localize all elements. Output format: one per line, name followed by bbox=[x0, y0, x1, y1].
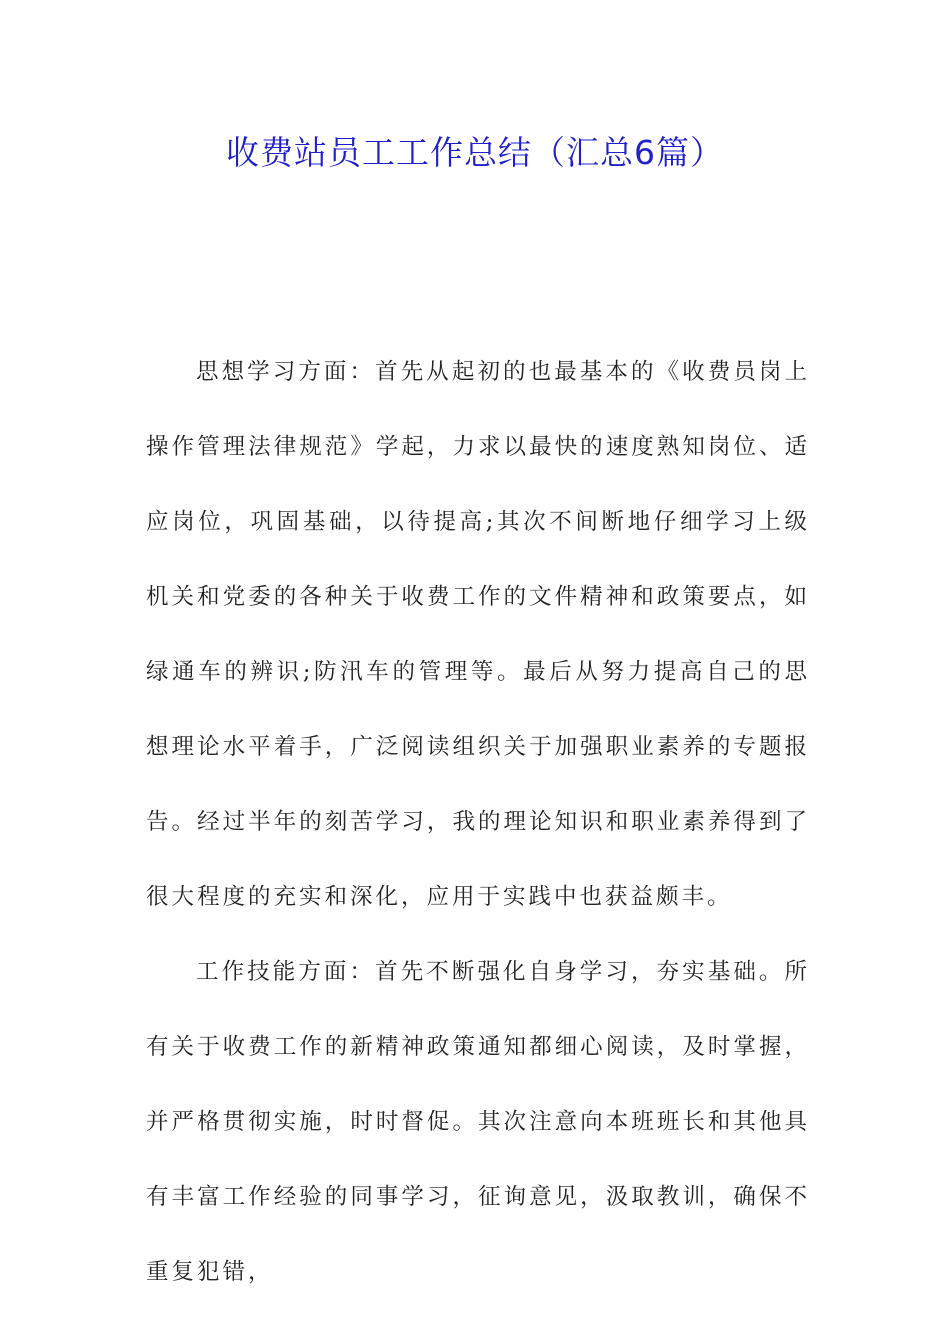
document-body bbox=[146, 335, 810, 1310]
document-title: 收费站员工工作总结（汇总6篇） bbox=[226, 133, 724, 172]
paragraph-thought-study: 思想学习方面：首先从起初的也最基本的《收费员岗上操作管理法律规范》学起，力求以最快的速度熟知岗位、适应岗位，巩固基础，以待提高;其次不间断地仔细学习上级机关和党委的各种关于收费工作的文件精神和政策要点，如绿通车的辨识;防汛车的管理等。最后从努力提高自己的思想理论水平着手，广泛阅读组织关于加强职业素养的专题报告。经过半年的刻苦学习，我的理论知识和职业素养得到了很大程度的充实和深化，应用于实践中也获益颇丰。 bbox=[146, 359, 810, 910]
paragraph-work-skills: 工作技能方面：首先不断强化自身学习，夯实基础。所有关于收费工作的新精神政策通知都细心阅读，及时掌握，并严格贯彻实施，时时督促。其次注意向本班班长和其他具有丰富工作经验的同事学习，征询意见，汲取教训，确保不重复犯错， bbox=[146, 959, 810, 1285]
